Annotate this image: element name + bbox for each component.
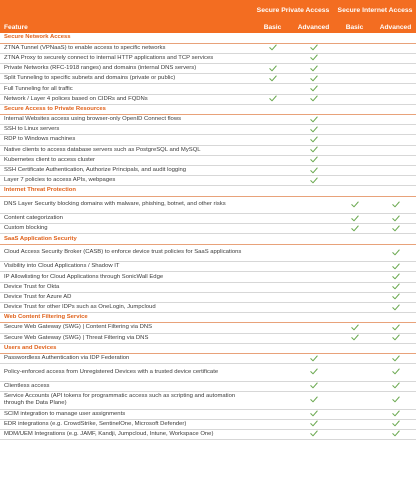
section-empty-cell <box>334 313 375 323</box>
cell-spa-advanced <box>293 262 334 272</box>
cell-spa-advanced <box>293 419 334 429</box>
cell-sia-advanced <box>375 176 416 186</box>
table-row <box>0 43 416 53</box>
section-title: Users and Devices <box>0 343 252 353</box>
cell-spa-basic <box>252 323 293 333</box>
cell-spa-basic <box>252 64 293 74</box>
feature-label: Kubernetes client to access cluster <box>0 155 252 165</box>
cell-spa-basic <box>252 214 293 224</box>
feature-label: Private Networks (RFC-1918 ranges) and domains (internal DNS servers) <box>0 64 252 74</box>
table-row <box>0 409 416 419</box>
section-empty-cell <box>334 343 375 353</box>
section-header-row <box>0 186 416 196</box>
check-icon <box>310 177 318 184</box>
check-icon <box>392 225 400 232</box>
group-header-secure-internet-access: Secure Internet Access <box>334 0 416 21</box>
section-empty-cell <box>334 33 375 43</box>
cell-spa-advanced <box>293 272 334 282</box>
cell-sia-advanced <box>375 125 416 135</box>
cell-spa-advanced <box>293 135 334 145</box>
cell-spa-basic <box>252 353 293 363</box>
cell-sia-basic <box>334 43 375 53</box>
feature-label: Device Trust for Azure AD <box>0 292 252 302</box>
cell-sia-basic <box>334 262 375 272</box>
table-row <box>0 282 416 292</box>
check-icon <box>269 44 277 51</box>
column-header-feature: Feature <box>0 21 252 33</box>
check-icon <box>392 263 400 270</box>
table-row <box>0 353 416 363</box>
cell-sia-advanced <box>375 282 416 292</box>
cell-spa-basic <box>252 333 293 343</box>
table-row <box>0 429 416 439</box>
cell-sia-advanced <box>375 115 416 125</box>
section-empty-cell <box>334 104 375 114</box>
check-icon <box>310 355 318 362</box>
section-empty-cell <box>375 33 416 43</box>
cell-spa-basic <box>252 196 293 214</box>
check-icon <box>392 293 400 300</box>
check-icon <box>392 324 400 331</box>
cell-sia-basic <box>334 409 375 419</box>
feature-label: ZTNA Tunnel (VPNaaS) to enable access to specific networks <box>0 43 252 53</box>
feature-label: SCIM integration to manage user assignments <box>0 409 252 419</box>
table-row <box>0 419 416 429</box>
cell-spa-basic <box>252 244 293 262</box>
check-icon <box>310 146 318 153</box>
cell-sia-advanced <box>375 391 416 409</box>
feature-label: Service Accounts (API tokens for programmatic access such as scripting and automation through the Data Plane) <box>0 391 252 409</box>
cell-sia-advanced <box>375 333 416 343</box>
cell-spa-basic <box>252 429 293 439</box>
section-header-row <box>0 33 416 43</box>
cell-spa-basic <box>252 419 293 429</box>
cell-sia-basic <box>334 323 375 333</box>
section-empty-cell <box>252 343 293 353</box>
feature-label: Split Tunneling to specific subnets and domains (private or public) <box>0 74 252 84</box>
check-icon <box>392 410 400 417</box>
cell-sia-basic <box>334 292 375 302</box>
cell-spa-advanced <box>293 364 334 382</box>
group-header-secure-private-access: Secure Private Access <box>252 0 334 21</box>
table-row <box>0 125 416 135</box>
cell-sia-advanced <box>375 262 416 272</box>
feature-label: Device Trust for other IDPs such as OneLogin, Jumpcloud <box>0 303 252 313</box>
check-icon <box>310 167 318 174</box>
feature-label: Full Tunneling for all traffic <box>0 84 252 94</box>
cell-sia-advanced <box>375 145 416 155</box>
table-row <box>0 196 416 214</box>
cell-spa-basic <box>252 364 293 382</box>
section-empty-cell <box>252 313 293 323</box>
column-header-spa-advanced: Advanced <box>293 21 334 33</box>
table-row <box>0 176 416 186</box>
feature-label: Secure Web Gateway (SWG) | Content Filtering via DNS <box>0 323 252 333</box>
cell-sia-basic <box>334 214 375 224</box>
table-row <box>0 292 416 302</box>
cell-spa-advanced <box>293 429 334 439</box>
section-empty-cell <box>375 234 416 244</box>
cell-spa-basic <box>252 292 293 302</box>
check-icon <box>310 54 318 61</box>
check-icon <box>310 420 318 427</box>
cell-spa-basic <box>252 53 293 63</box>
check-icon <box>392 355 400 362</box>
check-icon <box>351 324 359 331</box>
table-row <box>0 94 416 104</box>
table-row <box>0 214 416 224</box>
check-icon <box>392 215 400 222</box>
cell-spa-advanced <box>293 125 334 135</box>
table-body <box>0 33 416 440</box>
feature-label: Network / Layer 4 polices based on CIDRs and FQDNs <box>0 94 252 104</box>
section-title: Web Content Filtering Service <box>0 313 252 323</box>
check-icon <box>392 201 400 208</box>
cell-sia-advanced <box>375 196 416 214</box>
section-header-row <box>0 313 416 323</box>
section-empty-cell <box>293 104 334 114</box>
cell-sia-basic <box>334 145 375 155</box>
cell-sia-advanced <box>375 419 416 429</box>
check-icon <box>310 430 318 437</box>
cell-spa-advanced <box>293 391 334 409</box>
section-empty-cell <box>334 186 375 196</box>
check-icon <box>392 430 400 437</box>
check-icon <box>310 368 318 375</box>
cell-spa-advanced <box>293 244 334 262</box>
cell-sia-advanced <box>375 224 416 234</box>
section-empty-cell <box>252 104 293 114</box>
table-row <box>0 262 416 272</box>
cell-sia-advanced <box>375 292 416 302</box>
feature-label: DNS Layer Security blocking domains with malware, phishing, botnet, and other risks <box>0 196 252 214</box>
check-icon <box>351 201 359 208</box>
cell-spa-basic <box>252 94 293 104</box>
table-row <box>0 272 416 282</box>
check-icon <box>392 283 400 290</box>
check-icon <box>392 420 400 427</box>
check-icon <box>392 249 400 256</box>
section-header-row <box>0 343 416 353</box>
cell-spa-advanced <box>293 165 334 175</box>
table-row <box>0 364 416 382</box>
check-icon <box>310 136 318 143</box>
cell-sia-advanced <box>375 272 416 282</box>
cell-sia-advanced <box>375 64 416 74</box>
section-header-row <box>0 234 416 244</box>
cell-spa-advanced <box>293 381 334 391</box>
section-empty-cell <box>375 313 416 323</box>
cell-spa-basic <box>252 381 293 391</box>
cell-sia-basic <box>334 282 375 292</box>
cell-spa-advanced <box>293 43 334 53</box>
cell-spa-basic <box>252 303 293 313</box>
check-icon <box>310 75 318 82</box>
check-icon <box>310 156 318 163</box>
table-row <box>0 115 416 125</box>
feature-label: SSH to Linux servers <box>0 125 252 135</box>
cell-sia-basic <box>334 84 375 94</box>
check-icon <box>392 368 400 375</box>
cell-sia-advanced <box>375 43 416 53</box>
cell-spa-advanced <box>293 214 334 224</box>
section-empty-cell <box>375 104 416 114</box>
cell-sia-basic <box>334 272 375 282</box>
check-icon <box>392 396 400 403</box>
cell-sia-advanced <box>375 214 416 224</box>
section-empty-cell <box>375 186 416 196</box>
feature-label: EDR integrations (e.g. CrowdStrike, SentinelOne, Microsoft Defender) <box>0 419 252 429</box>
check-icon <box>392 334 400 341</box>
cell-spa-advanced <box>293 303 334 313</box>
cell-spa-basic <box>252 125 293 135</box>
section-title: Secure Network Access <box>0 33 252 43</box>
cell-spa-advanced <box>293 282 334 292</box>
check-icon <box>392 273 400 280</box>
cell-spa-basic <box>252 74 293 84</box>
cell-sia-basic <box>334 333 375 343</box>
check-icon <box>392 382 400 389</box>
cell-sia-advanced <box>375 94 416 104</box>
check-icon <box>269 65 277 72</box>
table-column-header <box>0 21 416 33</box>
section-title: Secure Access to Private Resources <box>0 104 252 114</box>
table-row <box>0 333 416 343</box>
section-empty-cell <box>293 313 334 323</box>
feature-label: Passwordless Authentication via IDP Federation <box>0 353 252 363</box>
cell-spa-basic <box>252 391 293 409</box>
section-empty-cell <box>252 234 293 244</box>
cell-sia-basic <box>334 94 375 104</box>
check-icon <box>310 410 318 417</box>
check-icon <box>351 215 359 222</box>
cell-spa-basic <box>252 165 293 175</box>
check-icon <box>269 75 277 82</box>
column-header-sia-basic: Basic <box>334 21 375 33</box>
table-row <box>0 53 416 63</box>
cell-spa-advanced <box>293 94 334 104</box>
cell-sia-basic <box>334 176 375 186</box>
feature-label: SSH Certificate Authentication, Authorize Principals, and audit logging <box>0 165 252 175</box>
table-row <box>0 135 416 145</box>
feature-label: Visibility into Cloud Applications / Shadow IT <box>0 262 252 272</box>
cell-spa-basic <box>252 155 293 165</box>
section-empty-cell <box>293 186 334 196</box>
cell-sia-advanced <box>375 244 416 262</box>
feature-label: Internal Websites access using browser-only OpenID Connect flows <box>0 115 252 125</box>
cell-sia-basic <box>334 224 375 234</box>
check-icon <box>310 396 318 403</box>
section-empty-cell <box>375 343 416 353</box>
cell-spa-advanced <box>293 53 334 63</box>
check-icon <box>310 126 318 133</box>
check-icon <box>310 382 318 389</box>
cell-sia-basic <box>334 115 375 125</box>
table-row <box>0 155 416 165</box>
cell-sia-basic <box>334 155 375 165</box>
cell-sia-basic <box>334 419 375 429</box>
check-icon <box>310 44 318 51</box>
cell-spa-basic <box>252 135 293 145</box>
cell-sia-basic <box>334 64 375 74</box>
cell-spa-advanced <box>293 84 334 94</box>
section-empty-cell <box>293 343 334 353</box>
cell-sia-advanced <box>375 165 416 175</box>
cell-spa-advanced <box>293 409 334 419</box>
cell-sia-advanced <box>375 135 416 145</box>
cell-sia-basic <box>334 53 375 63</box>
section-title: Internet Threat Protection <box>0 186 252 196</box>
cell-sia-basic <box>334 125 375 135</box>
check-icon <box>310 85 318 92</box>
table-row <box>0 145 416 155</box>
cell-sia-basic <box>334 135 375 145</box>
cell-sia-advanced <box>375 353 416 363</box>
cell-sia-advanced <box>375 409 416 419</box>
feature-label: MDM/UEM Integrations (e.g. JAMF, Kandji, Jumpcloud, Intune, Workspace One) <box>0 429 252 439</box>
check-icon <box>310 116 318 123</box>
cell-spa-advanced <box>293 176 334 186</box>
cell-spa-basic <box>252 224 293 234</box>
check-icon <box>310 95 318 102</box>
cell-sia-advanced <box>375 74 416 84</box>
cell-sia-advanced <box>375 303 416 313</box>
feature-label: Layer 7 policies to access APIs, webpages <box>0 176 252 186</box>
check-icon <box>392 304 400 311</box>
table-row <box>0 64 416 74</box>
cell-spa-advanced <box>293 74 334 84</box>
table-row <box>0 323 416 333</box>
cell-sia-basic <box>334 303 375 313</box>
feature-label: Secure Web Gateway (SWG) | Threat Filtering via DNS <box>0 333 252 343</box>
cell-spa-advanced <box>293 145 334 155</box>
section-empty-cell <box>252 186 293 196</box>
check-icon <box>351 334 359 341</box>
table-row <box>0 381 416 391</box>
cell-sia-advanced <box>375 155 416 165</box>
cell-sia-advanced <box>375 323 416 333</box>
cell-spa-advanced <box>293 353 334 363</box>
column-header-spa-basic: Basic <box>252 21 293 33</box>
cell-spa-basic <box>252 282 293 292</box>
table-row <box>0 244 416 262</box>
feature-label: Custom blocking <box>0 224 252 234</box>
cell-sia-advanced <box>375 429 416 439</box>
cell-spa-advanced <box>293 115 334 125</box>
cell-sia-advanced <box>375 84 416 94</box>
cell-spa-basic <box>252 176 293 186</box>
cell-spa-advanced <box>293 323 334 333</box>
cell-spa-basic <box>252 43 293 53</box>
feature-label: Cloud Access Security Broker (CASB) to enforce device trust policies for SaaS applications <box>0 244 252 262</box>
table-row <box>0 303 416 313</box>
cell-sia-basic <box>334 196 375 214</box>
check-icon <box>351 225 359 232</box>
cell-spa-advanced <box>293 333 334 343</box>
cell-spa-basic <box>252 262 293 272</box>
cell-sia-basic <box>334 353 375 363</box>
section-header-row <box>0 104 416 114</box>
table-group-header <box>0 0 416 21</box>
check-icon <box>310 65 318 72</box>
cell-spa-advanced <box>293 64 334 74</box>
feature-label: Native clients to access database servers such as PostgreSQL and MySQL <box>0 145 252 155</box>
table-row <box>0 391 416 409</box>
section-empty-cell <box>293 234 334 244</box>
cell-spa-basic <box>252 84 293 94</box>
feature-label: RDP to Windows machines <box>0 135 252 145</box>
check-icon <box>269 95 277 102</box>
section-title: SaaS Application Security <box>0 234 252 244</box>
cell-sia-basic <box>334 391 375 409</box>
feature-label: Device Trust for Okta <box>0 282 252 292</box>
table-row <box>0 224 416 234</box>
cell-sia-basic <box>334 74 375 84</box>
column-header-sia-advanced: Advanced <box>375 21 416 33</box>
feature-label: ZTNA Proxy to securely connect to internal HTTP applications and TCP services <box>0 53 252 63</box>
cell-spa-advanced <box>293 224 334 234</box>
cell-sia-advanced <box>375 53 416 63</box>
cell-spa-basic <box>252 115 293 125</box>
feature-label: IP Allowlisting for Cloud Applications through SonicWall Edge <box>0 272 252 282</box>
section-empty-cell <box>252 33 293 43</box>
cell-sia-advanced <box>375 364 416 382</box>
cell-spa-advanced <box>293 292 334 302</box>
cell-spa-basic <box>252 409 293 419</box>
cell-spa-basic <box>252 145 293 155</box>
section-empty-cell <box>293 33 334 43</box>
cell-sia-basic <box>334 244 375 262</box>
cell-sia-basic <box>334 381 375 391</box>
feature-label: Clientless access <box>0 381 252 391</box>
cell-spa-advanced <box>293 196 334 214</box>
cell-sia-advanced <box>375 381 416 391</box>
cell-sia-basic <box>334 429 375 439</box>
feature-label: Policy-enforced access from Unregistered Devices with a trusted device certificate <box>0 364 252 382</box>
cell-sia-basic <box>334 364 375 382</box>
cell-sia-basic <box>334 165 375 175</box>
cell-spa-advanced <box>293 155 334 165</box>
feature-label: Content categorization <box>0 214 252 224</box>
cell-spa-basic <box>252 272 293 282</box>
table-row <box>0 84 416 94</box>
header-blank-cell <box>0 0 252 21</box>
section-empty-cell <box>334 234 375 244</box>
table-row <box>0 165 416 175</box>
table-row <box>0 74 416 84</box>
